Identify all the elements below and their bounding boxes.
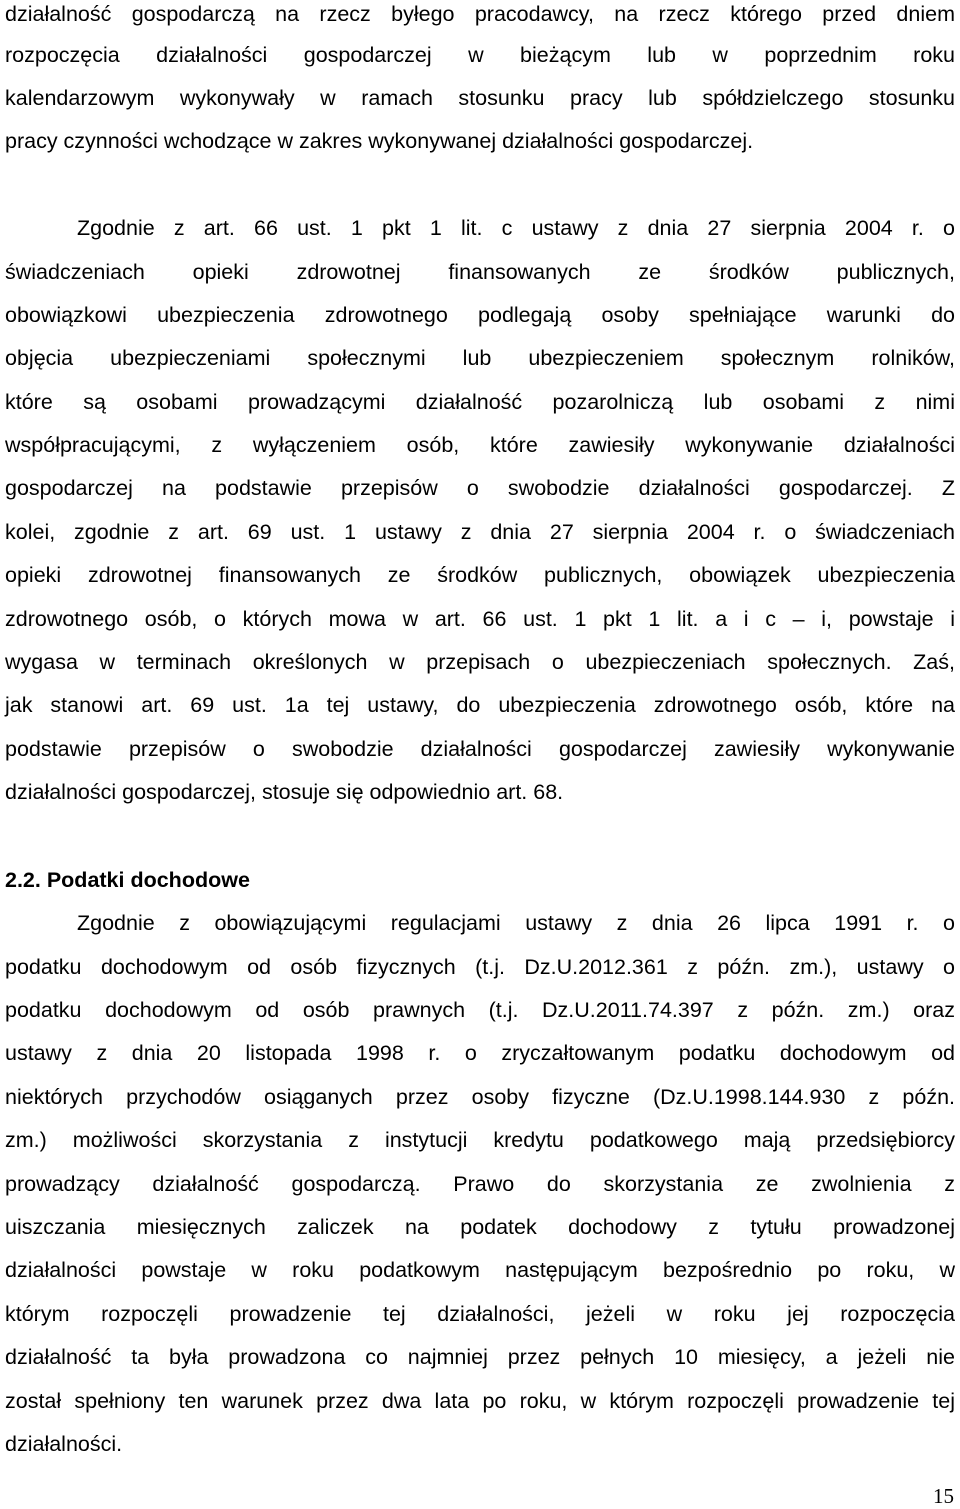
page-number: 15 — [933, 1484, 954, 1508]
paragraph-1-line: działalność gospodarczą na rzecz byłego pracodawcy, na rzecz którego przed dniem — [5, 2, 955, 26]
paragraph-2-line: działalności gospodarczej, stosuje się odpowiednio art. 68. — [5, 780, 564, 804]
paragraph-3-line: ustawy z dnia 20 listopada 1998 r. o zryczałtowanym podatku dochodowym od — [5, 1041, 955, 1065]
paragraph-3-line: podatku dochodowym od osób prawnych (t.j. Dz.U.2011.74.397 z późn. zm.) oraz — [5, 998, 955, 1022]
paragraph-2-line: obowiązkowi ubezpieczenia zdrowotnego podlegają osoby spełniające warunki do — [5, 303, 955, 327]
paragraph-3-line: zm.) możliwości skorzystania z instytucji kredytu podatkowego mają przedsiębiorcy — [5, 1128, 955, 1152]
paragraph-2-line: Zgodnie z art. 66 ust. 1 pkt 1 lit. c ustawy z dnia 27 sierpnia 2004 r. o — [77, 216, 955, 240]
paragraph-1-line: rozpoczęcia działalności gospodarczej w bieżącym lub w poprzednim roku — [5, 43, 955, 67]
paragraph-3-line: Zgodnie z obowiązującymi regulacjami ustawy z dnia 26 lipca 1991 r. o — [77, 911, 955, 935]
paragraph-2-line: podstawie przepisów o swobodzie działalności gospodarczej zawiesiły wykonywanie — [5, 737, 955, 761]
paragraph-2-line: świadczeniach opieki zdrowotnej finansowanych ze środków publicznych, — [5, 260, 955, 284]
paragraph-2-line: kolei, zgodnie z art. 69 ust. 1 ustawy z dnia 27 sierpnia 2004 r. o świadczeniach — [5, 520, 955, 544]
paragraph-2-line: jak stanowi art. 69 ust. 1a tej ustawy, do ubezpieczenia zdrowotnego osób, które na — [5, 693, 955, 717]
paragraph-3-line: niektórych przychodów osiąganych przez osoby fizyczne (Dz.U.1998.144.930 z późn. — [5, 1085, 955, 1109]
paragraph-2-line: które są osobami prowadzącymi działalność pozarolniczą lub osobami z nimi — [5, 390, 955, 414]
paragraph-2-line: opieki zdrowotnej finansowanych ze środków publicznych, obowiązek ubezpieczenia — [5, 563, 955, 587]
paragraph-3-line: którym rozpoczęli prowadzenie tej działalności, jeżeli w roku jej rozpoczęcia — [5, 1302, 955, 1326]
paragraph-3-line: działalności. — [5, 1432, 123, 1456]
paragraph-2-line: gospodarczej na podstawie przepisów o swobodzie działalności gospodarczej. Z — [5, 476, 955, 500]
paragraph-1-line: pracy czynności wchodzące w zakres wykonywanej działalności gospodarczej. — [5, 129, 754, 153]
paragraph-3-line: został spełniony ten warunek przez dwa lata po roku, w którym rozpoczęli prowadzenie tej — [5, 1389, 955, 1413]
paragraph-2-line: współpracującymi, z wyłączeniem osób, które zawiesiły wykonywanie działalności — [5, 433, 955, 457]
paragraph-3-line: podatku dochodowym od osób fizycznych (t.j. Dz.U.2012.361 z późn. zm.), ustawy o — [5, 955, 955, 979]
paragraph-3-line: prowadzący działalność gospodarczą. Prawo do skorzystania ze zwolnienia z — [5, 1172, 955, 1196]
paragraph-2-line: zdrowotnego osób, o których mowa w art. 66 ust. 1 pkt 1 lit. a i c – i, powstaje i — [5, 607, 955, 631]
paragraph-3-line: uiszczania miesięcznych zaliczek na podatek dochodowy z tytułu prowadzonej — [5, 1215, 955, 1239]
paragraph-1-line: kalendarzowym wykonywały w ramach stosunku pracy lub spółdzielczego stosunku — [5, 86, 955, 110]
paragraph-2-line: wygasa w terminach określonych w przepisach o ubezpieczeniach społecznych. Zaś, — [5, 650, 955, 674]
paragraph-3-line: działalność ta była prowadzona co najmniej przez pełnych 10 miesięcy, a jeżeli nie — [5, 1345, 955, 1369]
paragraph-2-line: objęcia ubezpieczeniami społecznymi lub ubezpieczeniem społecznym rolników, — [5, 346, 955, 370]
paragraph-3-line: działalności powstaje w roku podatkowym następującym bezpośrednio po roku, w — [5, 1258, 955, 1282]
section-heading: 2.2. Podatki dochodowe — [5, 868, 250, 892]
